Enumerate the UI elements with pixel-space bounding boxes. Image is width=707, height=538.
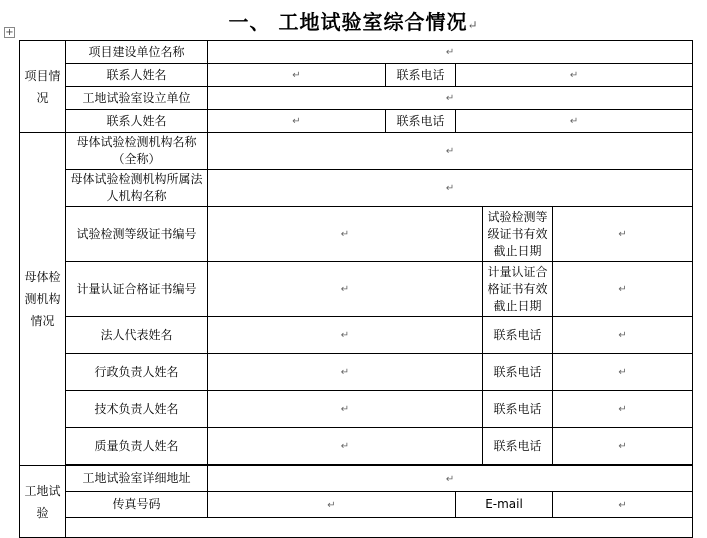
label-contact-name: 联系人姓名 [66,64,208,87]
label-lab-setup-unit: 工地试验室设立单位 [66,87,208,110]
value-legal-rep-name[interactable]: ↵ [208,317,483,354]
value-legal-rep-phone[interactable]: ↵ [553,317,693,354]
value-metrology-cert-no[interactable]: ↵ [208,262,483,317]
paragraph-mark-icon: ↵ [467,18,479,32]
page-title [0,6,707,35]
value-metrology-cert-expiry[interactable]: ↵ [553,262,693,317]
label-project-unit: 项目建设单位名称 [66,41,208,64]
value-grade-cert-expiry[interactable]: ↵ [553,207,693,262]
label-legal-rep-name: 法人代表姓名 [66,317,208,354]
value-contact-phone-2[interactable]: ↵ [456,110,693,133]
label-admin-head-name: 行政负责人姓名 [66,354,208,391]
label-quality-head-name: 质量负责人姓名 [66,428,208,465]
value-lab-setup-unit[interactable]: ↵ [208,87,693,110]
value-grade-cert-no[interactable]: ↵ [208,207,483,262]
value-tech-head-name[interactable]: ↵ [208,391,483,428]
value-contact-phone[interactable]: ↵ [456,64,693,87]
value-contact-name[interactable]: ↵ [208,64,386,87]
value-tech-head-phone[interactable]: ↵ [553,391,693,428]
label-tech-head-phone: 联系电话 [483,391,553,428]
lab-info-table [19,40,693,538]
group-mother-label: 母体检测机构情况 [20,133,66,466]
label-fax: 传真号码 [66,492,208,518]
group-site-label: 工地试验 [20,466,66,538]
label-metrology-cert-no: 计量认证合格证书编号 [66,262,208,317]
label-mother-full-name: 母体试验检测机构名称（全称） [66,133,208,170]
label-quality-head-phone: 联系电话 [483,428,553,465]
value-site-lab-address[interactable]: ↵ [208,466,693,492]
label-grade-cert-no: 试验检测等级证书编号 [66,207,208,262]
label-site-lab-address: 工地试验室详细地址 [66,466,208,492]
label-contact-phone: 联系电话 [386,64,456,87]
label-metrology-cert-expiry: 计量认证合格证书有效截止日期 [483,262,553,317]
label-email: E-mail [456,492,553,518]
value-mother-legal-name[interactable]: ↵ [208,170,693,207]
group-project-label: 项目情况 [20,41,66,133]
value-email[interactable]: ↵ [553,492,693,518]
value-quality-head-phone[interactable]: ↵ [553,428,693,465]
next-row [66,518,693,538]
value-quality-head-name[interactable]: ↵ [208,428,483,465]
label-tech-head-name: 技术负责人姓名 [66,391,208,428]
label-grade-cert-expiry: 试验检测等级证书有效截止日期 [483,207,553,262]
label-contact-name-2: 联系人姓名 [66,110,208,133]
value-contact-name-2[interactable]: ↵ [208,110,386,133]
label-mother-legal-name: 母体试验检测机构所属法人机构名称 [66,170,208,207]
value-fax[interactable]: ↵ [208,492,456,518]
value-admin-head-name[interactable]: ↵ [208,354,483,391]
table-move-handle-icon[interactable]: + [5,27,14,38]
page-title-text: 一、 工地试验室综合情况 [228,10,468,34]
label-legal-rep-phone: 联系电话 [483,317,553,354]
value-mother-full-name[interactable]: ↵ [208,133,693,170]
label-admin-head-phone: 联系电话 [483,354,553,391]
value-project-unit[interactable]: ↵ [208,41,693,64]
label-contact-phone-2: 联系电话 [386,110,456,133]
value-admin-head-phone[interactable]: ↵ [553,354,693,391]
